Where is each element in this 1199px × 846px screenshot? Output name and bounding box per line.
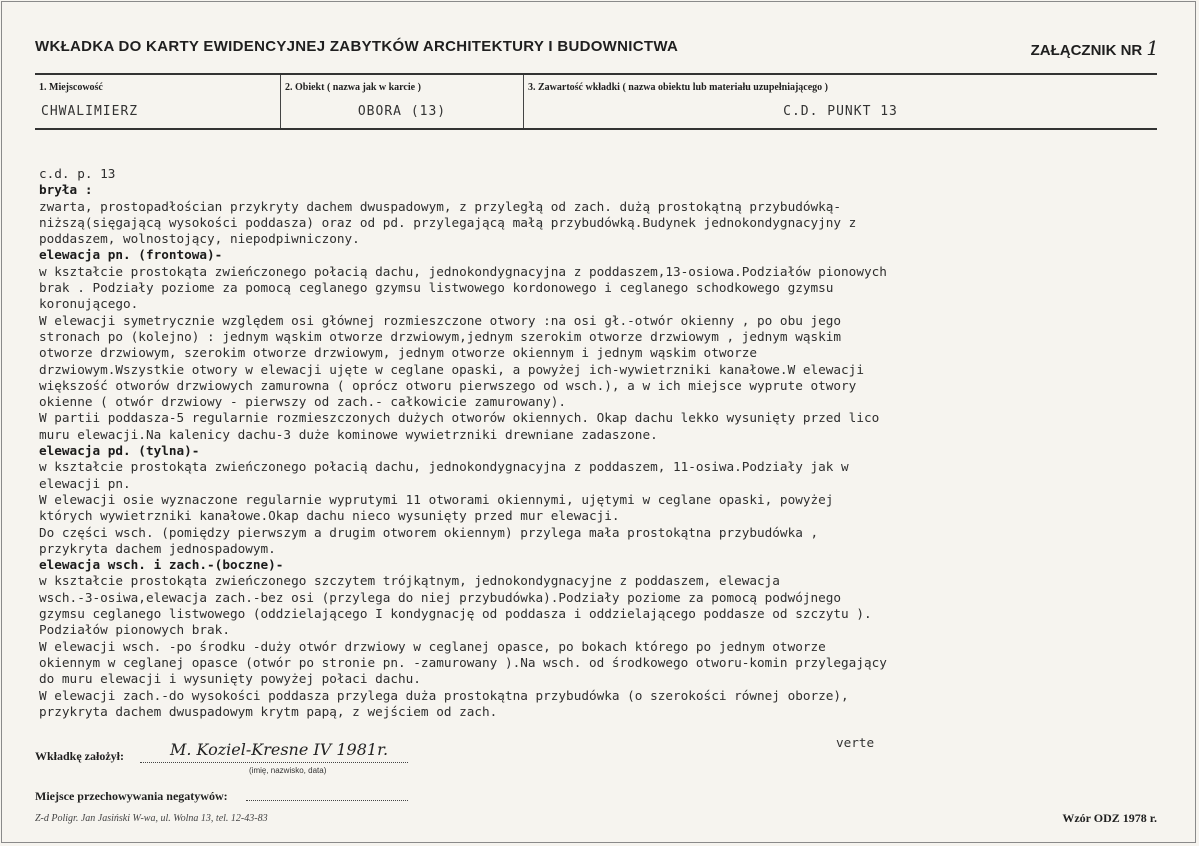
attachment-number (1031, 36, 1159, 60)
text-line: niższą(sięgającą wysokości poddasza) oraz od pd. przylegającą małą przybudówką.Budynek jednokondygnacyjny z (39, 214, 857, 230)
text-line: większość otworów drzwiowych zamurowna ( oprócz otworu pierwszego od wsch.), a w ich miejsce wyprute otwory (39, 377, 857, 393)
text-line: W elewacji wsch. -po środku -duży otwór drzwiowy w ceglanej opasce, po bokach którego po jednym otworze (39, 638, 826, 654)
text-line: stronach po (kolejno) : jednym wąskim otworze drzwiowym,jednym szerokim otworze drzwiowym , jednym wąskim (39, 328, 842, 344)
header-table (35, 73, 1157, 130)
negatives-label: Miejsce przechowywania negatywów: (35, 789, 228, 803)
text-line: W elewacji osie wyznaczone regularnie wyprutymi 11 otworami okiennymi, ujętymi w ceglane opaski, powyżej (39, 491, 834, 507)
text-line: poddaszem, wolnostojący, niepodpiwniczony. (39, 231, 360, 247)
section-heading: elewacja pn. (frontowa)- (39, 247, 223, 263)
founder-label: Wkładkę założył: (35, 749, 124, 763)
text-line: Do części wsch. (pomiędzy pierwszym a drugim otworem okiennym) przylega mała prostokątna przybudówka , (39, 524, 819, 540)
text-line: przykryta dachem dwuspadowym krytm papą, z wejściem od zach. (39, 703, 498, 719)
founder-signature: M. Koziel-Kresne IV 1981r. (170, 740, 389, 759)
locality-label: 1. Miejscowość (39, 82, 103, 93)
locality-cell (35, 75, 280, 128)
negatives-dotted-line (246, 800, 408, 801)
content-value: C.D. PUNKT 13 (783, 104, 898, 119)
text-line: W partii poddasza-5 regularnie rozmieszczonych dużych otworów okiennych. Okap dachu lekko wysunięty przed lico (39, 410, 880, 426)
object-value: OBORA (13) (357, 104, 447, 119)
founder-dotted-line (140, 762, 408, 763)
text-line: okiennym w ceglanej opasce (otwór po stronie pn. -zamurowany ).Na wsch. od środkowego otworu-komin przylegający (39, 654, 887, 670)
text-line: otworze drzwiowym, szerokim otworze drzwiowym, jednym otworze okiennym i jednym wąskim otworze (39, 345, 758, 361)
printer-note: Z-d Poligr. Jan Jasiński W-wa, ul. Wolna 13, tel. 12-43-83 (35, 813, 268, 824)
attachment-number-value: 1 (1146, 36, 1159, 60)
text-line: przykryta dachem jednospadowym. (39, 540, 276, 556)
content-cell (523, 75, 1157, 128)
text-line: brak . Podziały poziome za pomocą ceglanego gzymsu listwowego kordonowego i ceglanego schodkowego gzymsu (39, 280, 834, 296)
text-line: muru elewacji.Na kalenicy dachu-3 duże kominowe wywietrzniki drewniane zadaszone. (39, 426, 658, 442)
text-line: w kształcie prostokąta zwieńczonego połacią dachu, jednokondygnacyjna z poddaszem,13-osiowa.Podziałów pionowych (39, 263, 887, 279)
verte-note: verte (836, 735, 875, 750)
attachment-label: ZAŁĄCZNIK NR (1030, 42, 1143, 59)
object-cell (280, 75, 523, 128)
section-heading: elewacja wsch. i zach.-(boczne)- (39, 557, 284, 573)
text-line: zwarta, prostopadłościan przykryty dachem dwuspadowym, z przyległą od zach. dużą prostokątną przybudówką- (39, 198, 842, 214)
text-line: c.d. p. 13 (39, 166, 116, 181)
text-line: gzymsu ceglanego listwowego (oddzielającego I kondygnację od poddasza i oddzielającego poddasze od szczytu ). (39, 606, 872, 622)
text-line: których wywietrzniki kanałowe.Okap dachu nieco wysunięty przed mur elewacji. (39, 508, 620, 524)
text-line: w kształcie prostokąta zwieńczonego szczytem trójkątnym, jednokondygnacyjne z poddaszem, elewacja (39, 573, 780, 589)
text-line: do muru elewacji i wysunięty powyżej połaci dachu. (39, 671, 421, 687)
text-line: drzwiowym.Wszystkie otwory w elewacji ujęte w ceglane opaski, a powyżej ich-wywietrzniki kanałowe.W elewacji (39, 361, 864, 377)
section-heading: bryła : (39, 182, 93, 198)
text-line: W elewacji zach.-do wysokości poddasza przylega duża prostokątna przybudówka (o szerokości równej oborze), (39, 687, 849, 703)
text-line: okienne ( otwór drzwiowy - pierwszy od zach.- całkowicie zamurowany). (39, 394, 567, 410)
text-line: w kształcie prostokąta zwieńczonego połacią dachu, jednokondygnacyjna z poddaszem, 11-osiwa.Podziały jak w (39, 459, 849, 475)
text-line: koronującego. (39, 296, 139, 312)
text-line: wsch.-3-osiwa,elewacja zach.-bez osi (przylega do niej przybudówka).Podziały poziome za pomocą podwójnego (39, 589, 842, 605)
page-title: WKŁADKA DO KARTY EWIDENCYJNEJ ZABYTKÓW ARCHITEKTURY I BUDOWNICTWA (35, 38, 679, 55)
object-label: 2. Obiekt ( nazwa jak w karcie ) (285, 82, 421, 93)
typed-description (39, 166, 1159, 720)
locality-value: CHWALIMIERZ (41, 104, 139, 119)
text-line: W elewacji symetrycznie względem osi głównej rozmieszczone otwory :na osi gł.-otwór okienny , po obu jego (39, 312, 842, 328)
content-label: 3. Zawartość wkładki ( nazwa obiektu lub materiału uzupełniającego ) (528, 82, 829, 93)
section-heading: elewacja pd. (tylna)- (39, 443, 200, 459)
text-line: elewacji pn. (39, 475, 131, 491)
founder-caption: (imię, nazwisko, data) (249, 766, 327, 775)
text-line: Podziałów pionowych brak. (39, 622, 230, 638)
form-pattern: Wzór ODZ 1978 r. (1062, 811, 1157, 825)
